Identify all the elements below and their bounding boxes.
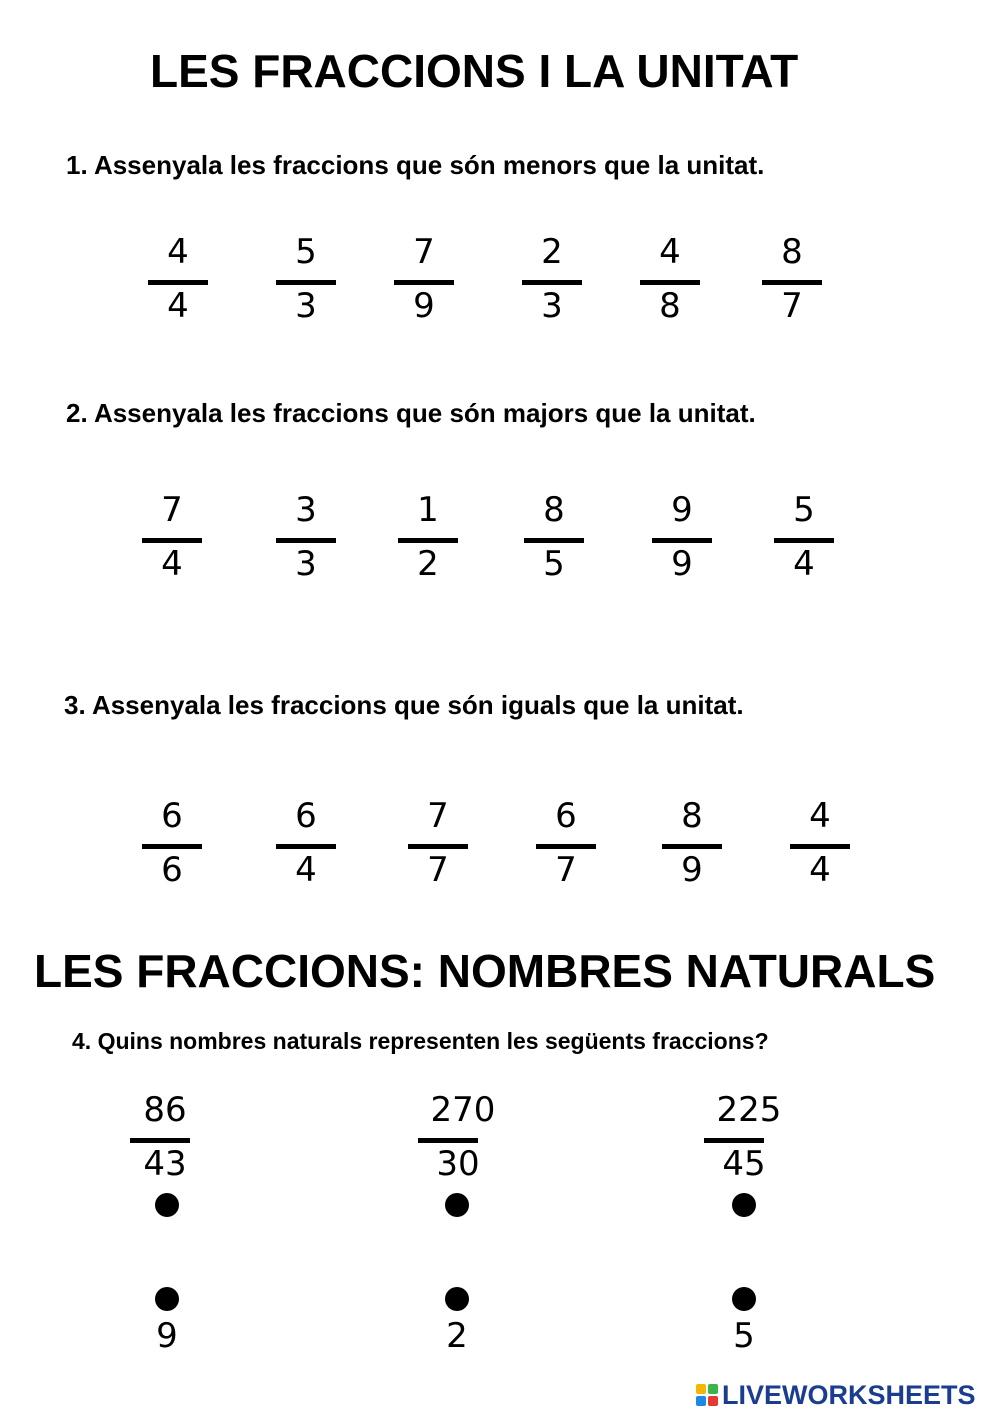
q4-fraction-1 [130, 1090, 190, 1200]
denominator: 9 [413, 286, 435, 326]
q3-fraction-5[interactable] [662, 796, 722, 906]
logo-square-1 [696, 1384, 706, 1394]
logo-square-4 [708, 1396, 718, 1406]
numerator: 270 [430, 1090, 496, 1130]
fraction-bar [394, 280, 454, 285]
q1-fraction-1[interactable] [148, 232, 208, 342]
denominator: 9 [671, 544, 693, 584]
denominator: 6 [161, 850, 183, 890]
fraction-bar [704, 1138, 764, 1143]
question-2-label: 2. Assenyala les fraccions que són majors que la unitat. [66, 398, 756, 428]
logo-icon [696, 1384, 718, 1406]
denominator: 4 [295, 850, 317, 890]
logo-square-3 [696, 1396, 706, 1406]
fraction-bar [130, 1138, 190, 1143]
fraction-bar [418, 1138, 478, 1143]
q4-fraction-3 [704, 1090, 782, 1200]
q2-fraction-6[interactable] [774, 490, 834, 600]
q2-fraction-3[interactable] [398, 490, 458, 600]
fraction-bar [142, 844, 202, 849]
fraction-bar [276, 844, 336, 849]
match-dot-bottom-2[interactable] [445, 1287, 469, 1311]
denominator: 3 [541, 286, 563, 326]
q2-fraction-4[interactable] [524, 490, 584, 600]
match-dot-top-1[interactable] [155, 1193, 179, 1217]
fraction-bar [536, 844, 596, 849]
numerator: 7 [427, 796, 449, 836]
numerator: 7 [413, 232, 435, 272]
denominator: 45 [722, 1144, 766, 1184]
question-1-label: 1. Assenyala les fraccions que són menors que la unitat. [66, 150, 765, 180]
fraction-bar [524, 538, 584, 543]
fraction-bar [148, 280, 208, 285]
q1-fraction-2[interactable] [276, 232, 336, 342]
numerator: 5 [793, 490, 815, 530]
fraction-bar [522, 280, 582, 285]
numerator: 8 [681, 796, 703, 836]
fraction-bar [408, 844, 468, 849]
match-dot-top-3[interactable] [732, 1193, 756, 1217]
denominator: 7 [427, 850, 449, 890]
denominator: 4 [161, 544, 183, 584]
fraction-bar [652, 538, 712, 543]
numerator: 225 [716, 1090, 782, 1130]
numerator: 8 [543, 490, 565, 530]
fraction-bar [142, 538, 202, 543]
q4-fraction-2 [418, 1090, 496, 1200]
fraction-bar [276, 280, 336, 285]
question-4-label: 4. Quins nombres naturals representen les següents fraccions? [72, 1028, 769, 1054]
denominator: 9 [681, 850, 703, 890]
q2-fraction-5[interactable] [652, 490, 712, 600]
numerator: 5 [295, 232, 317, 272]
section-title: LES FRACCIONS: NOMBRES NATURALS [34, 945, 936, 997]
answer-1: 9 [156, 1316, 178, 1356]
fraction-bar [398, 538, 458, 543]
page-title: LES FRACCIONS I LA UNITAT [150, 45, 799, 97]
numerator: 9 [671, 490, 693, 530]
numerator: 86 [143, 1090, 187, 1130]
denominator: 43 [143, 1144, 187, 1184]
numerator: 8 [781, 232, 803, 272]
match-dot-bottom-3[interactable] [732, 1287, 756, 1311]
match-dot-bottom-1[interactable] [155, 1287, 179, 1311]
numerator: 1 [417, 490, 439, 530]
q1-fraction-3[interactable] [394, 232, 454, 342]
numerator: 4 [809, 796, 831, 836]
q2-fraction-1[interactable] [142, 490, 202, 600]
denominator: 30 [436, 1144, 480, 1184]
q1-fraction-5[interactable] [640, 232, 700, 342]
answer-2: 2 [446, 1316, 468, 1356]
denominator: 2 [417, 544, 439, 584]
answer-3: 5 [733, 1316, 755, 1356]
q3-fraction-2[interactable] [276, 796, 336, 906]
numerator: 4 [167, 232, 189, 272]
denominator: 4 [809, 850, 831, 890]
question-3-label: 3. Assenyala les fraccions que són iguals que la unitat. [64, 690, 744, 720]
fraction-bar [774, 538, 834, 543]
q3-fraction-4[interactable] [536, 796, 596, 906]
q1-fraction-4[interactable] [522, 232, 582, 342]
denominator: 5 [543, 544, 565, 584]
denominator: 3 [295, 544, 317, 584]
fraction-bar [662, 844, 722, 849]
denominator: 4 [167, 286, 189, 326]
logo-text: LIVEWORKSHEETS [722, 1379, 976, 1410]
numerator: 6 [555, 796, 577, 836]
match-dot-top-2[interactable] [445, 1193, 469, 1217]
numerator: 2 [541, 232, 563, 272]
q3-fraction-3[interactable] [408, 796, 468, 906]
q1-fraction-6[interactable] [762, 232, 822, 342]
fraction-bar [276, 538, 336, 543]
numerator: 4 [659, 232, 681, 272]
liveworksheets-logo [696, 1380, 976, 1410]
denominator: 4 [793, 544, 815, 584]
fraction-bar [762, 280, 822, 285]
numerator: 6 [295, 796, 317, 836]
numerator: 3 [295, 490, 317, 530]
denominator: 7 [555, 850, 577, 890]
denominator: 7 [781, 286, 803, 326]
fraction-bar [790, 844, 850, 849]
denominator: 3 [295, 286, 317, 326]
q3-fraction-1[interactable] [142, 796, 202, 906]
numerator: 6 [161, 796, 183, 836]
denominator: 8 [659, 286, 681, 326]
numerator: 7 [161, 490, 183, 530]
q2-fraction-2[interactable] [276, 490, 336, 600]
logo-square-2 [708, 1384, 718, 1394]
q3-fraction-6[interactable] [790, 796, 850, 906]
fraction-bar [640, 280, 700, 285]
